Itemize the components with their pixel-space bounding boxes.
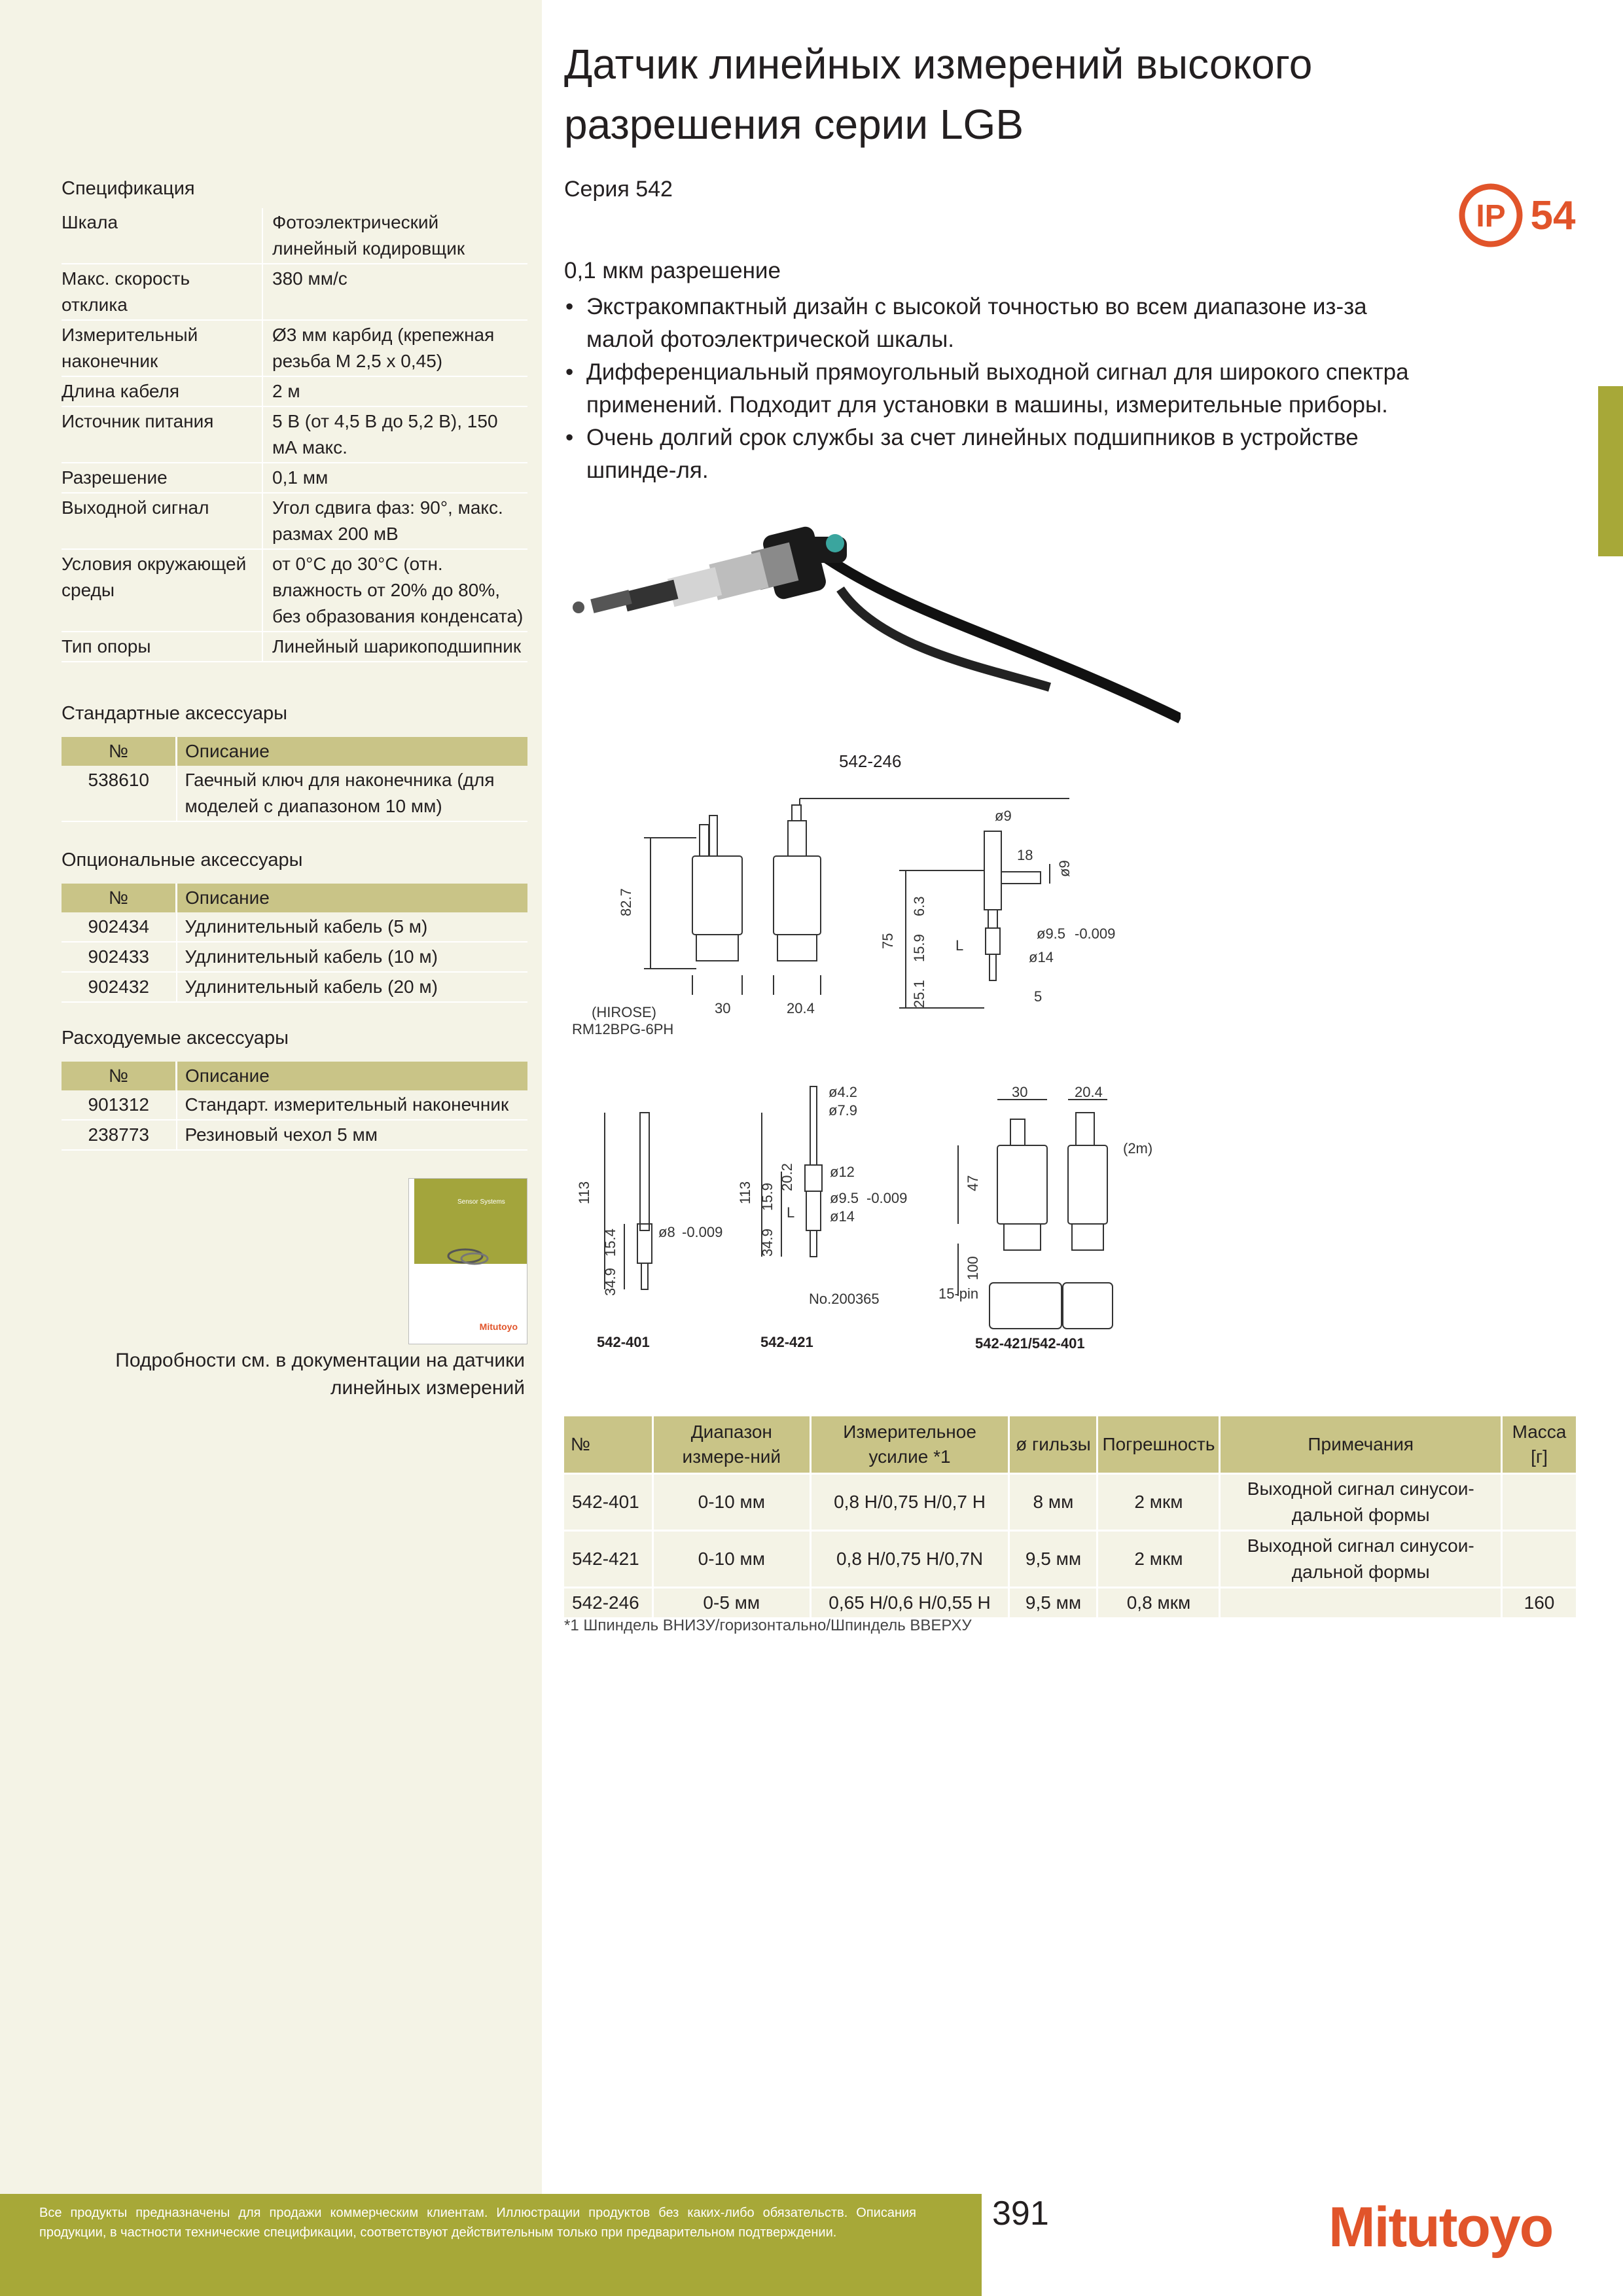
footnote: *1 Шпиндель ВНИЗУ/горизонтально/Шпиндель ВВЕРХУ	[564, 1617, 972, 1634]
col-description: Описание	[177, 1062, 528, 1090]
footer-disclaimer: Все продукты предназначены для продажи коммерческим клиентам. Иллюстрации продуктов без каких-либо обязательств. Описания продукции, в частности технические спецификации, соответствуют действительным только при предварительном подтверждении.	[39, 2206, 916, 2240]
table-cell: 542-421	[564, 1531, 653, 1588]
dim-15-4: 15.4	[602, 1229, 618, 1257]
spec-label: Макс. скорость отклика	[62, 264, 262, 320]
accessory-description: Стандарт. измерительный наконечник	[177, 1090, 528, 1120]
accessory-number: 902434	[62, 912, 177, 942]
dim-phi14: ø14	[830, 1208, 855, 1225]
catalog-cover-image	[408, 1178, 527, 1344]
accessory-description: Удлинительный кабель (5 м)	[177, 912, 528, 942]
standard-accessories-heading: Стандартные аксессуары	[62, 703, 287, 724]
dim-tolerance: -0.009	[1075, 925, 1116, 942]
drawings-542-401-421	[565, 1060, 1181, 1368]
models-col-header: Погрешность	[1097, 1416, 1220, 1474]
spec-label: Длина кабеля	[62, 376, 262, 406]
drawing-label-542-401: 542-401	[597, 1334, 650, 1350]
standard-accessories-table	[62, 737, 527, 822]
table-cell: 9,5 мм	[1009, 1531, 1097, 1588]
dim-phi9-5: ø9.5	[1037, 925, 1066, 942]
spec-value: 5 В (от 4,5 В до 5,2 В), 150 мА макс.	[262, 406, 527, 463]
optional-accessories-table	[62, 884, 527, 1003]
accessory-description: Гаечный ключ для наконечника (для моделей с диапазоном 10 мм)	[177, 766, 528, 821]
dim-34-9: 34.9	[759, 1229, 776, 1257]
col-description: Описание	[177, 884, 528, 912]
dim-6-3: 6.3	[911, 896, 927, 916]
dim-20-4: 20.4	[787, 1000, 815, 1016]
spec-label: Измерительный наконечник	[62, 320, 262, 376]
catalog-product-image	[446, 1230, 491, 1282]
dim-phi14: ø14	[1029, 949, 1054, 965]
consumable-accessories-table	[62, 1062, 527, 1151]
catalog-caption: Подробности см. в документации на датчики линейных измерений	[115, 1350, 525, 1399]
table-cell: 2 мкм	[1097, 1474, 1220, 1531]
drawing-label-542-246: 542-246	[839, 751, 902, 771]
table-cell: 0-10 мм	[653, 1474, 811, 1531]
part-number: No.200365	[809, 1291, 880, 1307]
spec-row	[62, 208, 527, 264]
accessory-row	[62, 912, 527, 942]
optional-accessories-heading: Опциональные аксессуары	[62, 850, 303, 870]
page-number: 391	[992, 2195, 1049, 2233]
models-col-header: ø гильзы	[1009, 1416, 1097, 1474]
dim-5: 5	[1034, 988, 1043, 1005]
dim-phi8: ø8	[658, 1224, 675, 1240]
table-cell: 8 мм	[1009, 1474, 1097, 1531]
accessory-row	[62, 766, 527, 821]
dim-25-1: 25.1	[911, 980, 927, 1008]
table-cell: 0-5 мм	[653, 1588, 811, 1618]
section-tab-marker	[1598, 386, 1623, 556]
table-row	[564, 1474, 1576, 1531]
dim-phi12: ø12	[830, 1164, 855, 1180]
dim-l: L	[955, 937, 964, 954]
ip-prefix: IP	[1476, 199, 1506, 234]
accessory-number: 901312	[62, 1090, 177, 1120]
accessory-row	[62, 942, 527, 972]
models-col-header: Измерительное усилие *1	[810, 1416, 1009, 1474]
spec-label: Источник питания	[62, 406, 262, 463]
table-cell	[1220, 1588, 1502, 1618]
table-cell: 2 мкм	[1097, 1531, 1220, 1588]
catalog-brand: Mitutoyo	[479, 1321, 518, 1332]
spec-row	[62, 632, 527, 662]
accessory-description: Удлинительный кабель (20 м)	[177, 972, 528, 1002]
spec-label: Разрешение	[62, 463, 262, 493]
connector-label-2: RM12BPG-6PH	[572, 1021, 674, 1037]
accessory-row	[62, 1090, 527, 1120]
dim-phi4-2: ø4.2	[829, 1084, 858, 1100]
spec-label: Условия окружающей среды	[62, 549, 262, 632]
spec-row	[62, 549, 527, 632]
dim-75: 75	[880, 933, 896, 949]
spec-value: Фотоэлектрический линейный кодировщик	[262, 208, 527, 264]
table-cell: 0,8 Н/0,75 Н/0,7 Н	[810, 1474, 1009, 1531]
dim-100: 100	[965, 1256, 981, 1280]
spec-row	[62, 320, 527, 376]
spec-label: Шкала	[62, 208, 262, 264]
dim-15-9: 15.9	[911, 934, 927, 962]
features-list	[564, 291, 1428, 487]
dim-20-4: 20.4	[1075, 1084, 1103, 1100]
drawing-label-542-421: 542-421	[760, 1334, 813, 1350]
table-cell: 542-401	[564, 1474, 653, 1531]
catalog-cover-text: Sensor Systems	[457, 1198, 505, 1206]
table-row	[564, 1531, 1576, 1588]
table-cell: 9,5 мм	[1009, 1588, 1097, 1618]
col-description: Описание	[177, 737, 528, 766]
col-no: №	[62, 737, 177, 766]
accessory-number: 902433	[62, 942, 177, 972]
table-cell: 160	[1502, 1588, 1577, 1618]
col-no: №	[62, 1062, 177, 1090]
accessory-description: Резиновый чехол 5 мм	[177, 1120, 528, 1150]
dim-47: 47	[965, 1175, 981, 1191]
features-title: 0,1 мкм разрешение	[564, 258, 781, 283]
feature-item: • Экстракомпактный дизайн с высокой точностью во всем диапазоне из-за малой фотоэлектрической шкалы.	[564, 291, 1428, 356]
col-no: №	[62, 884, 177, 912]
dim-82-7: 82.7	[618, 888, 634, 916]
dim-20-2: 20.2	[779, 1163, 795, 1191]
spec-value: Ø3 мм карбид (крепежная резьба М 2,5 х 0,45)	[262, 320, 527, 376]
consumable-accessories-heading: Расходуемые аксессуары	[62, 1028, 289, 1049]
accessory-number: 902432	[62, 972, 177, 1002]
dim-18: 18	[1017, 847, 1033, 863]
spec-label: Тип опоры	[62, 632, 262, 662]
table-cell: Выходной сигнал синусои-дальной формы	[1220, 1474, 1502, 1531]
dim-113: 113	[737, 1181, 753, 1204]
dim-l: L	[787, 1204, 795, 1221]
dim-30: 30	[715, 1000, 731, 1016]
spec-row	[62, 264, 527, 320]
spec-value: от 0°C до 30°C (отн. влажность от 20% до 80%, без образования конденсата)	[262, 549, 527, 632]
table-cell: 0,8 мкм	[1097, 1588, 1220, 1618]
dim-113: 113	[576, 1181, 592, 1204]
spec-value: 0,1 мм	[262, 463, 527, 493]
models-col-header: Диапазон измере-ний	[653, 1416, 811, 1474]
spec-value: 380 мм/с	[262, 264, 527, 320]
accessory-row	[62, 972, 527, 1002]
cable-length: (2m)	[1123, 1140, 1153, 1157]
models-table	[564, 1416, 1576, 1617]
table-cell: 0-10 мм	[653, 1531, 811, 1588]
ip54-badge-icon	[1458, 179, 1589, 251]
table-row	[564, 1588, 1576, 1618]
dim-34-9: 34.9	[602, 1268, 618, 1296]
spec-row	[62, 493, 527, 549]
pin-label: 15-pin	[938, 1285, 979, 1302]
dim-phi7-9: ø7.9	[829, 1102, 858, 1119]
spec-row	[62, 406, 527, 463]
spec-value: Угол сдвига фаз: 90°, макс. размах 200 мВ	[262, 493, 527, 549]
brand-logo: Mitutoyo	[1329, 2196, 1553, 2259]
table-cell	[1502, 1474, 1577, 1531]
series-label: Серия 542	[564, 177, 673, 202]
dim-15-9: 15.9	[759, 1183, 776, 1211]
dim-tolerance: -0.009	[866, 1190, 908, 1206]
spec-heading: Спецификация	[62, 178, 195, 199]
table-cell: Выходной сигнал синусои-дальной формы	[1220, 1531, 1502, 1588]
dim-phi9-5: ø9.5	[830, 1190, 859, 1206]
page-title: Датчик линейных измерений высокого разрешения серии LGB	[564, 41, 1313, 148]
table-cell	[1502, 1531, 1577, 1588]
ip-number: 54	[1530, 193, 1576, 238]
accessory-row	[62, 1120, 527, 1150]
spec-label: Выходной сигнал	[62, 493, 262, 549]
dim-30: 30	[1012, 1084, 1028, 1100]
feature-item: • Дифференциальный прямоугольный выходной сигнал для широкого спектра применений. Подходит для установки в машины, измерительные приборы.	[564, 356, 1428, 422]
dim-tolerance: -0.009	[682, 1224, 723, 1240]
drawing-label-combo: 542-421/542-401	[975, 1335, 1085, 1352]
spec-value: Линейный шарикоподшипник	[262, 632, 527, 662]
spec-value: 2 м	[262, 376, 527, 406]
spec-row	[62, 376, 527, 406]
dim-phi9: ø9	[995, 808, 1012, 824]
spec-table	[62, 208, 527, 662]
connector-label-1: (HIROSE)	[592, 1004, 656, 1020]
product-photo	[565, 511, 1181, 733]
models-col-header: №	[564, 1416, 653, 1474]
table-cell: 0,65 Н/0,6 Н/0,55 Н	[810, 1588, 1009, 1618]
dim-phi9-b: ø9	[1056, 860, 1073, 877]
models-col-header: Масса [г]	[1502, 1416, 1577, 1474]
models-col-header: Примечания	[1220, 1416, 1502, 1474]
accessory-description: Удлинительный кабель (10 м)	[177, 942, 528, 972]
table-cell: 542-246	[564, 1588, 653, 1618]
accessory-number: 238773	[62, 1120, 177, 1150]
drawing-542-246	[565, 779, 1168, 1047]
table-cell: 0,8 Н/0,75 Н/0,7N	[810, 1531, 1009, 1588]
spec-row	[62, 463, 527, 493]
accessory-number: 538610	[62, 766, 177, 821]
feature-item: • Очень долгий срок службы за счет линейных подшипников в устройстве шпинде-ля.	[564, 422, 1428, 487]
